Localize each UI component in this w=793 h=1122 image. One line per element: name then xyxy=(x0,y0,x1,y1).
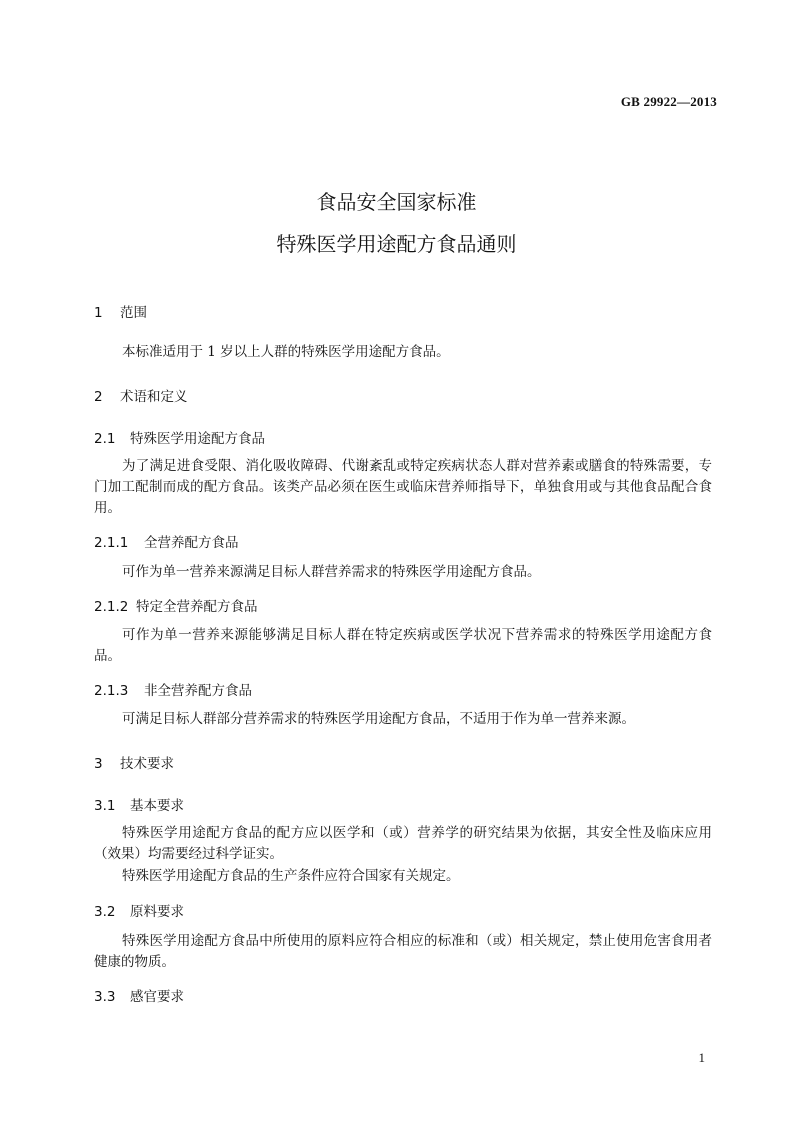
heading-title: 特殊医学用途配方食品 xyxy=(130,431,265,447)
document-title-line1: 食品安全国家标准 xyxy=(316,190,477,214)
heading-number: 2 xyxy=(94,389,103,405)
heading-3 xyxy=(94,752,174,772)
heading-2-1-3 xyxy=(94,679,252,699)
heading-title: 非全营养配方食品 xyxy=(144,683,252,699)
heading-title: 技术要求 xyxy=(120,756,174,772)
paragraph-2-1-1: 可作为单一营养来源满足目标人群营养需求的特殊医学用途配方食品。 xyxy=(122,564,541,580)
heading-number: 3.1 xyxy=(94,798,116,814)
paragraph-definition: 为了满足进食受限、消化吸收障碍、代谢紊乱或特定疾病状态人群对营养素或膳食的特殊需要，专门加工配制而成的配方食品。该类产品必须在医生或临床营养师指导下，单独食用或与其他食品配合食用。 xyxy=(94,458,712,516)
heading-title: 原料要求 xyxy=(130,904,184,920)
paragraph-scope: 本标准适用于 1 岁以上人群的特殊医学用途配方食品。 xyxy=(122,344,450,360)
paragraph-3-2: 特殊医学用途配方食品中所使用的原料应符合相应的标准和（或）相关规定，禁止使用危害食用者健康的物质。 xyxy=(94,933,712,970)
heading-number: 3.2 xyxy=(94,904,116,920)
heading-3-1 xyxy=(94,794,184,814)
heading-title: 范围 xyxy=(120,305,147,321)
paragraph-2-1-2: 可作为单一营养来源能够满足目标人群在特定疾病或医学状况下营养需求的特殊医学用途配方食品。 xyxy=(94,627,712,664)
paragraph-3-1-a: 特殊医学用途配方食品的配方应以医学和（或）营养学的研究结果为依据，其安全性及临床应用（效果）均需要经过科学证实。 xyxy=(94,825,712,862)
heading-3-3 xyxy=(94,985,184,1005)
paragraph-2-1-3: 可满足目标人群部分营养需求的特殊医学用途配方食品，不适用于作为单一营养来源。 xyxy=(122,711,635,727)
heading-number: 3.3 xyxy=(94,989,116,1005)
heading-number: 2.1.3 xyxy=(94,683,129,699)
heading-number: 2.1.2 xyxy=(94,599,129,615)
heading-title: 基本要求 xyxy=(130,798,184,814)
heading-title: 全营养配方食品 xyxy=(144,535,239,551)
heading-2-1-1 xyxy=(94,531,239,551)
heading-2-1-2 xyxy=(94,595,258,615)
heading-number: 3 xyxy=(94,756,103,772)
heading-title: 术语和定义 xyxy=(120,389,188,405)
heading-number: 2.1.1 xyxy=(94,535,129,551)
heading-title: 特定全营养配方食品 xyxy=(136,599,258,615)
page-number: 1 xyxy=(698,1050,705,1065)
document-title-line2: 特殊医学用途配方食品通则 xyxy=(276,232,517,256)
heading-number: 2.1 xyxy=(94,431,116,447)
heading-number: 1 xyxy=(94,305,103,321)
standard-code: GB 29922—2013 xyxy=(620,94,717,109)
paragraph-3-1-b: 特殊医学用途配方食品的生产条件应符合国家有关规定。 xyxy=(122,868,460,884)
heading-1 xyxy=(94,301,147,321)
heading-2-1 xyxy=(94,427,265,447)
heading-3-2 xyxy=(94,900,184,920)
heading-title: 感官要求 xyxy=(130,989,184,1005)
heading-2 xyxy=(94,385,188,405)
